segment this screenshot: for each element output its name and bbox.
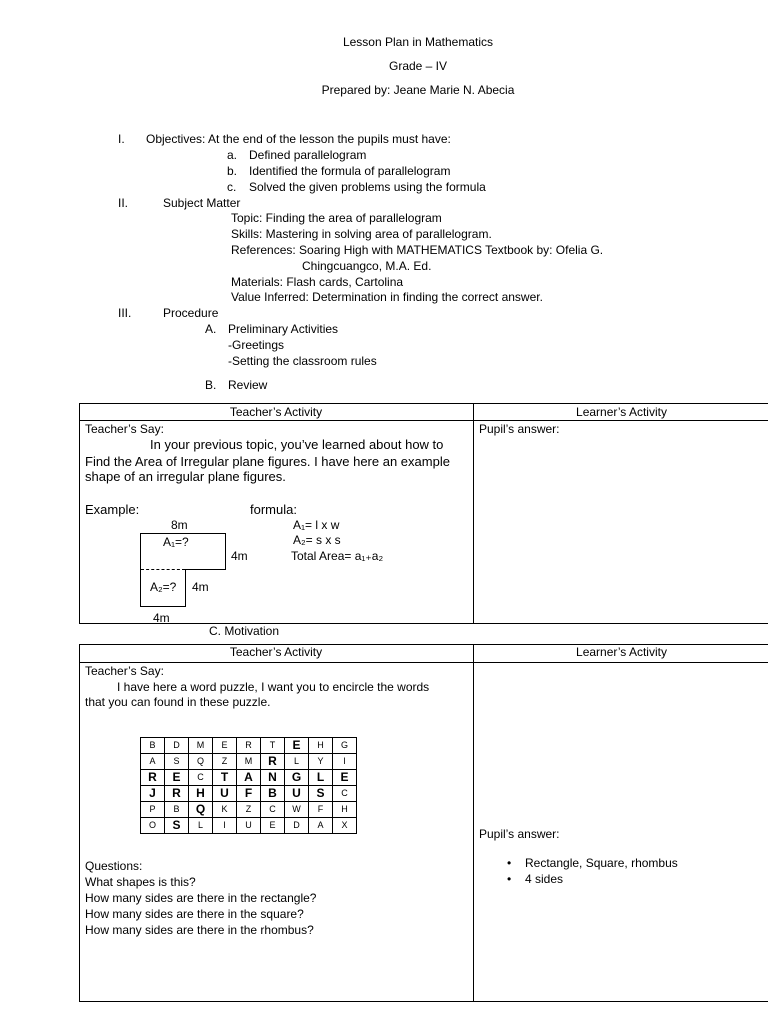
puzzle-cell: A xyxy=(309,818,333,834)
puzzle-cell: Z xyxy=(213,754,237,770)
question-4: How many sides are there in the rhombus? xyxy=(85,923,314,937)
review-table-teacher-header: Teacher’s Activity xyxy=(229,405,323,419)
review-table-learner-header: Learner’s Activity xyxy=(576,405,667,419)
puzzle-cell: R xyxy=(141,770,165,786)
section-2-heading: Subject Matter xyxy=(163,196,241,210)
puzzle-cell: M xyxy=(237,754,261,770)
puzzle-cell: R xyxy=(261,754,285,770)
puzzle-row xyxy=(141,786,357,802)
review-table-header-divider xyxy=(79,420,768,421)
puzzle-cell: T xyxy=(213,770,237,786)
motivation-pupil-answer: Pupil’s answer: xyxy=(479,827,560,841)
puzzle-cell: F xyxy=(237,786,261,802)
motivation-table-header-divider xyxy=(79,662,768,663)
question-1: What shapes is this? xyxy=(85,875,196,889)
puzzle-cell: W xyxy=(285,802,309,818)
puzzle-cell: S xyxy=(165,754,189,770)
diagram-dim-right-1: 4m xyxy=(231,549,248,563)
puzzle-cell: U xyxy=(237,818,261,834)
puzzle-cell: E xyxy=(165,770,189,786)
answer-item-1: • Rectangle, Square, rhombus xyxy=(507,856,678,872)
puzzle-cell: H xyxy=(333,802,357,818)
review-para-2: Find the Area of Irregular plane figures. I have here an example xyxy=(85,454,450,469)
puzzle-cell: P xyxy=(141,802,165,818)
puzzle-cell: U xyxy=(285,786,309,802)
section-3-numeral: III. xyxy=(118,306,132,320)
section-2-numeral: II. xyxy=(118,196,129,210)
puzzle-cell: H xyxy=(309,738,333,754)
subject-topic: Topic: Finding the area of parallelogram xyxy=(231,211,442,225)
example-label: Example: xyxy=(85,502,140,517)
review-para-3: shape of an irregular plane figures. xyxy=(85,469,286,484)
puzzle-cell: T xyxy=(261,738,285,754)
review-para-1: In your previous topic, you’ve learned about how to xyxy=(150,437,444,452)
formula-3: Total Area= a₁₊a₂ xyxy=(291,549,384,563)
doc-author: Prepared by: Jeane Marie N. Abecia xyxy=(321,83,515,97)
puzzle-cell: D xyxy=(165,738,189,754)
objective-b-letter: b. xyxy=(227,164,238,178)
puzzle-row xyxy=(141,754,357,770)
puzzle-cell: C xyxy=(189,770,213,786)
motivation-table-teacher-header: Teacher’s Activity xyxy=(229,645,323,659)
puzzle-cell: E xyxy=(261,818,285,834)
section-3-heading: Procedure xyxy=(163,306,219,320)
formula-1: A₁= l x w xyxy=(293,518,340,532)
puzzle-cell: O xyxy=(141,818,165,834)
puzzle-cell: L xyxy=(189,818,213,834)
puzzle-row xyxy=(141,818,357,834)
objective-c: Solved the given problems using the formula xyxy=(249,180,486,194)
motivation-para-2: that you can found in these puzzle. xyxy=(85,695,271,709)
subject-references-cont: Chingcuangco, M.A. Ed. xyxy=(302,259,432,273)
diagram-dim-right-2: 4m xyxy=(192,580,209,594)
objective-a: Defined parallelogram xyxy=(249,148,367,162)
subject-skills: Skills: Mastering in solving area of parallelogram. xyxy=(231,227,492,241)
section-1-heading: Objectives: At the end of the lesson the pupils must have: xyxy=(146,132,451,146)
procedure-b-letter: B. xyxy=(205,378,217,392)
objective-a-letter: a. xyxy=(227,148,238,162)
diagram-lower-right-edge xyxy=(185,569,186,607)
puzzle-cell: I xyxy=(213,818,237,834)
objective-c-letter: c. xyxy=(227,180,237,194)
diagram-lower-left-edge xyxy=(140,569,141,607)
question-2: How many sides are there in the rectangle? xyxy=(85,891,317,905)
puzzle-cell: D xyxy=(285,818,309,834)
subject-value: Value Inferred: Determination in finding the correct answer. xyxy=(231,290,543,304)
diagram-a1: A₁=? xyxy=(163,535,189,549)
formula-2: A₂= s x s xyxy=(293,533,341,547)
diagram-dim-bottom: 4m xyxy=(153,611,170,625)
puzzle-cell: E xyxy=(285,738,309,754)
puzzle-cell: B xyxy=(261,786,285,802)
subject-materials: Materials: Flash cards, Cartolina xyxy=(231,275,404,289)
review-pupil-answer: Pupil’s answer: xyxy=(479,422,560,436)
puzzle-cell: X xyxy=(333,818,357,834)
review-table-column-divider xyxy=(473,403,474,624)
puzzle-cell: U xyxy=(213,786,237,802)
puzzle-cell: G xyxy=(285,770,309,786)
puzzle-cell: E xyxy=(333,770,357,786)
puzzle-cell: L xyxy=(309,770,333,786)
puzzle-cell: N xyxy=(261,770,285,786)
puzzle-cell: I xyxy=(333,754,357,770)
section-1-numeral: I. xyxy=(118,132,125,146)
puzzle-cell: Q xyxy=(189,754,213,770)
puzzle-cell: L xyxy=(285,754,309,770)
puzzle-cell: S xyxy=(165,818,189,834)
answer-list xyxy=(507,856,678,888)
puzzle-cell: R xyxy=(237,738,261,754)
diagram-step-edge xyxy=(185,569,226,570)
doc-title: Lesson Plan in Mathematics xyxy=(342,35,494,49)
puzzle-cell: C xyxy=(333,786,357,802)
procedure-c-title: C. Motivation xyxy=(209,624,280,638)
answer-item-2: • 4 sides xyxy=(507,872,678,888)
procedure-a-title: Preliminary Activities xyxy=(228,322,339,336)
question-3: How many sides are there in the square? xyxy=(85,907,304,921)
review-teacher-say: Teacher’s Say: xyxy=(85,422,164,436)
puzzle-cell: M xyxy=(189,738,213,754)
diagram-bottom-edge xyxy=(140,606,186,607)
diagram-dashed-divider xyxy=(141,569,185,570)
questions-title: Questions: xyxy=(85,859,143,873)
puzzle-row xyxy=(141,770,357,786)
motivation-teacher-say: Teacher’s Say: xyxy=(85,664,164,678)
procedure-a-item-1: -Greetings xyxy=(228,338,285,352)
diagram-a2: A₂=? xyxy=(150,580,177,594)
motivation-para-1: I have here a word puzzle, I want you to encircle the words xyxy=(117,680,430,694)
puzzle-cell: F xyxy=(309,802,333,818)
puzzle-cell: Z xyxy=(237,802,261,818)
puzzle-row xyxy=(141,738,357,754)
motivation-table-column-divider xyxy=(473,644,474,1002)
formula-label: formula: xyxy=(250,502,297,517)
puzzle-cell: C xyxy=(261,802,285,818)
word-puzzle xyxy=(140,737,357,834)
puzzle-row xyxy=(141,802,357,818)
puzzle-cell: A xyxy=(237,770,261,786)
procedure-a-letter: A. xyxy=(205,322,217,336)
puzzle-cell: H xyxy=(189,786,213,802)
subject-references: References: Soaring High with MATHEMATICS Textbook by: Ofelia G. xyxy=(231,243,604,257)
procedure-b-title: Review xyxy=(228,378,268,392)
puzzle-cell: G xyxy=(333,738,357,754)
puzzle-cell: K xyxy=(213,802,237,818)
puzzle-cell: S xyxy=(309,786,333,802)
puzzle-cell: Q xyxy=(189,802,213,818)
puzzle-cell: J xyxy=(141,786,165,802)
procedure-a-item-2: -Setting the classroom rules xyxy=(228,354,377,368)
objective-b: Identified the formula of parallelogram xyxy=(249,164,451,178)
motivation-table-learner-header: Learner’s Activity xyxy=(576,645,667,659)
puzzle-cell: A xyxy=(141,754,165,770)
doc-grade: Grade – IV xyxy=(388,59,448,73)
puzzle-cell: Y xyxy=(309,754,333,770)
puzzle-cell: E xyxy=(213,738,237,754)
puzzle-cell: R xyxy=(165,786,189,802)
puzzle-cell: B xyxy=(165,802,189,818)
puzzle-cell: B xyxy=(141,738,165,754)
diagram-dim-top: 8m xyxy=(171,518,188,532)
